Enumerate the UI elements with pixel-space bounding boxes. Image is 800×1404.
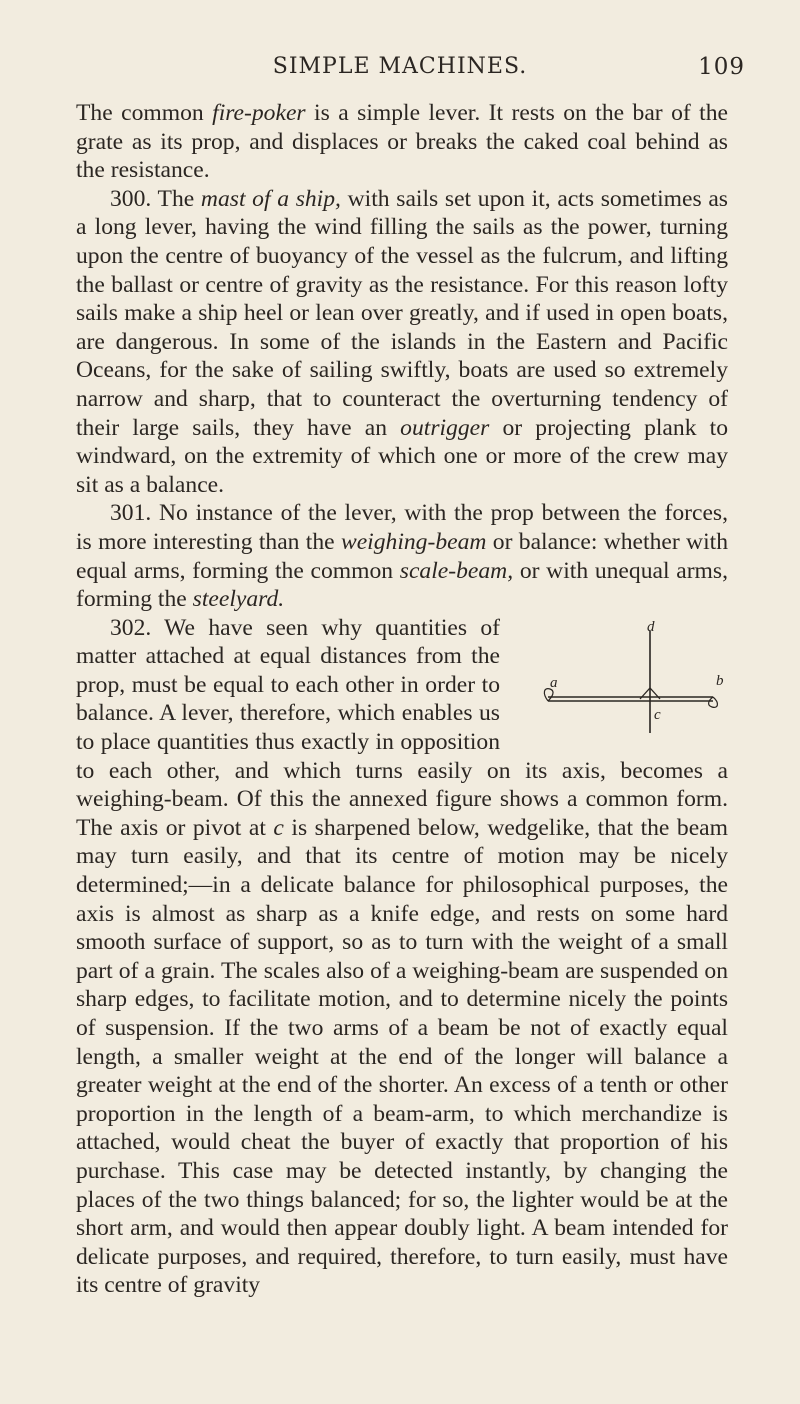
running-header [0,50,800,90]
text-run: 302. We have seen why quantities of matter attached at equal distances from the prop, must be equal to each other in order to balance. A lever, therefore, which enables us to place quantities thus exactly in opposition to each other, and which turns easily on its axis, becomes a weighing-beam. Of this the annexed figure shows a common form. The axis or pivot at [76,614,728,841]
paragraph-300 [76,185,728,500]
paragraph-302 [76,614,728,1300]
paragraph-fire-poker [76,99,728,185]
paragraph-301 [76,499,728,613]
beam-end-right [709,697,718,707]
italic-term: steelyard. [192,586,285,613]
page-body [76,99,728,1300]
page-number: 109 [698,54,745,80]
running-title: SIMPLE MACHINES. [272,54,528,79]
text-run: or projecting plank to windward, on the extremity of which one or more of the crew may sit as a balance. [76,414,729,498]
text-run: is sharpened below, wedgelike, that the beam may turn easily, and that its centre of motion may be nicely determined;—in a delicate balance for philosophical purposes, the axis is almost as sharp as a knife edge, and rests on some hard smooth surface of support, so as to turn with the weight of a small part of a grain. The scales also of a weighing-beam are suspended on sharp edges, to facilitate motion, and to determine nicely the points of suspension. If the two arms of a beam be not of exactly equal length, a smaller weight at the end of the longer will balance a greater weight at the end of the shorter. An excess of a tenth or other proportion in the length of a beam-arm, to which merchandize is attached, would cheat the buyer of exactly that proportion of his purchase. This case may be detected instantly, by changing the places of the two things balanced; for so, the lighter would be at the short arm, and would then appear doubly light. A beam intended for delicate purposes, and required, therefore, to turn easily, must have its centre of gravity [76,814,728,1299]
label-c: c [654,706,661,723]
italic-term: fire-poker [212,100,306,126]
text-run: or with unequal arms, forming the [76,557,728,613]
italic-term: c [273,814,284,841]
balance-diagram [510,617,728,734]
text-run: with sails set upon it, acts sometimes as a long lever, having the wind filling the sails as the power, turning upon the centre of buoyancy of the vessel as the fulcrum, and lifting the ballast or centre of gravity as the resistance. For this reason lofty sails make a ship heel or lean over greatly, and if used in open boats, are dangerous. In some of the islands in the Eastern and Pacific Oceans, for the sake of sailing swiftly, boats are used so extremely narrow and sharp, that to counteract the overturning tendency of their large sails, they have an [76,185,728,441]
text-run: 300. The [110,185,201,212]
text-run: 301. No instance of the lever, with the prop between the forces, is more interesting than the [76,500,728,555]
text-run: or balance: whether with equal arms, forming the common [76,528,728,584]
label-a: a [550,674,558,691]
italic-term: scale-beam, [399,557,514,584]
italic-term: weighing-beam [340,528,487,555]
text-run: is a simple lever. It rests on the bar of the grate as its prop, and displaces or breaks the caked coal behind as the resistance. [76,100,729,184]
italic-term: outrigger [400,414,490,441]
label-d: d [647,618,655,635]
label-b: b [716,672,724,689]
text-run: The common [76,100,213,126]
balance-figure [510,617,728,734]
italic-term: mast of a ship, [200,185,341,212]
